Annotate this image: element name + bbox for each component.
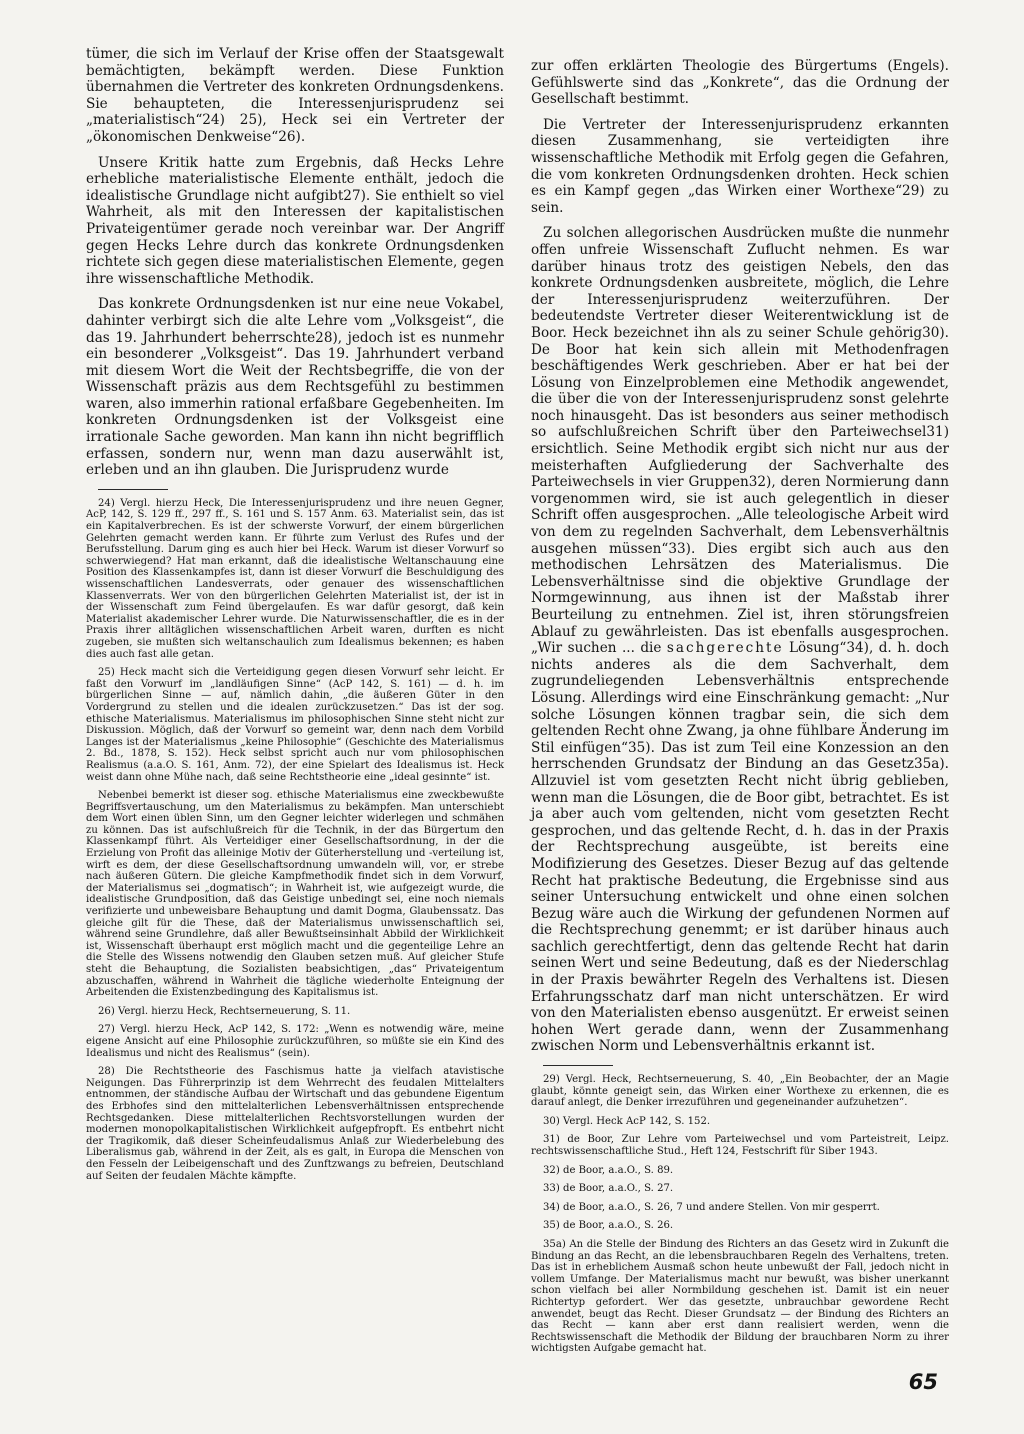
footnote: 33) de Boor, a.a.O., S. 27. [543, 1183, 674, 1195]
paragraph: Das konkrete Ordnungsdenken ist nur eine neue Vokabel, dahinter verbirgt sich die alte Lehre vom „Volksgeist“, die das 19. Jahrhundert beherrschte28), jedoch ist es nunmehr ein besonderer „Volksgeist“. Das 19. Jahrhundert verband mit diesem Wort die Weit der Rechtsbegriffe, die von der Wissenschaft präzis aus dem Rechtsgefühl zu bestimmen waren, also immerhin rational erfaßbare Gegebenheiten. Im konkreten Ordnungsdenken ist der Volksgeist eine irrationale Sache geworden. Man kann ihn nicht begrifflich erfassen, sondern nur, wenn man dazu auserwählt ist, erleben und an ihn glauben. Die Jurisprudenz wurde [86, 296, 504, 479]
paragraph-text: Lösung“34), d. h. doch nichts anderes als die dem Sachverhalt, dem zugrundeliegenden Lebensverhältnis entsprechende Lösung. Allerdings wird eine Einschränkung gemacht: „Nur solche Lösungen können tragbar sein, die sich dem geltenden Recht ohne Zwang, ja ohne fühlbare Änderung im Stil einfügen“35). Das ist zum Teil eine Konzession an den herrschenden Grundsatz der Bindung an das Gesetz35a). Allzuviel ist vom gesetzten Recht nicht übrig geblieben, wenn man die Lösungen, die de Boor gibt, betrachtet. Es ist ja aber auch vom geltenden, nicht vom gesetzten Recht gesprochen, und das geltende Recht, d. h. das in der Praxis der Rechtsprechung ausgeübte, ist bereits eine Modifizierung des Gesetzes. Dieser Bezug auf das geltende Recht hat praktische Bedeutung, die Ergebnisse sind aus seiner Untersuchung entwickelt und ohne einen solchen Bezug wäre auch die Wirkung der gefundenen Normen auf die Rechtsprechung genemmt; er ist darüber hinaus auch sachlich gerechtfertigt, denn das geltende Recht hat darin seinen Wert und seine Bedeutung, daß es der Niederschlag in der Praxis bewährter Regeln des Verhaltens ist. Diesen Erfahrungsschatz darf man nicht unterschätzen. Er wird von den Materialisten ebenso ausgenützt. Er erweist seinen hohen Wert gerade dann, wenn der Zusammenhang zwischen Norm und Lebensverhältnis erkannt ist. [531, 640, 949, 1055]
right-column [531, 58, 949, 1362]
paragraph: Die Vertreter der Interessenjurisprudenz erkannten diesen Zusammenhang, sie verteidigten ihre wissenschaftliche Methodik mit Erfolg gegen die Gefahren, die vom konkreten Ordnungsdenken drohten. Heck schien es ein Kampf gegen „das Wirken einer Worthexe“29) zu sein. [531, 116, 949, 216]
paragraph [531, 225, 949, 1055]
right-footnotes [531, 1074, 949, 1355]
footnote: 25) Heck macht sich die Verteidigung gegen diesen Vorwurf sehr leicht. Er faßt den Vorwurf im „landläufigen Sinne“ (AcP 142, S. 161) — d. h. im bürgerlichen Sinne — auf, nämlich dahin, „die äußeren Güter in den Vordergrund zu stellen und die idealen zurückzusetzen.“ Das ist der sog. ethische Materialismus. Materialismus im philosophischen Sinne steht nicht zur Diskussion. Möglich, daß der Vorwurf so gemeint war, denn nach dem Vorbild Langes ist der Materialismus „keine Philosophie“ (Geschichte des Materialismus 2. Bd., 1878, S. 152). Heck selbst spricht auch nur vom philosophischen Realismus (a.a.O. S. 161, Anm. 72), der eine Spielart des Idealismus ist. Heck weist dann ohne Mühe nach, daß seine Rechtstheorie eine „ideal gesinnte“ ist. [86, 667, 504, 783]
left-footnotes [86, 498, 504, 1182]
footnote: 24) Vergl. hierzu Heck, Die Interessenjurisprudenz und ihre neuen Gegner, AcP, 142, S. 129 ff., 297 ff., S. 161 und S. 157 Anm. 63. Materialist sein, das ist ein Kapitalverbrechen. Es ist der schwerste Vorwurf, der einem bürgerlichen Gelehrten gemacht werden kann. Er führte zum Verlust des Rufes und der Berufsstellung. Darum ging es auch hier bei Heck. Warum ist dieser Vorwurf so schwerwiegend? Hat man erkannt, daß die idealistische Weltanschauung eine Position des Klassenkampfes ist, dann ist dieser Vorwurf die Beschuldigung des wissenschaftlichen Landesverrats, oder genauer des wissenschaftlichen Klassenverrats. Wer von den bürgerlichen Gelehrten Materialist ist, der ist in der Wissenschaft zum Feind übergelaufen. Es war dafür gesorgt, daß kein Materialist akademischer Lehrer wurde. Die Naturwissenschaftler, die es in der Praxis ihrer alltäglichen wissenschaftlichen Arbeit waren, durften es nicht zugeben, sie mußten sich weltanschaulich zum Idealismus bekennen; es haben dies auch fast alle getan. [86, 497, 504, 660]
paragraph: Unsere Kritik hatte zum Ergebnis, daß Hecks Lehre erhebliche materialistische Elemente enthält, jedoch die idealistische Grundlage nicht aufgibt27). Sie enthielt so viel Wahrheit, als mit den Interessen der kapitalistischen Privateigentümer gerade noch vereinbar war. Der Angriff gegen Hecks Lehre durch das konkrete Ordnungsdenken richtete sich gegen diese materialistischen Elemente, gegen ihre wissenschaftliche Methodik. [86, 154, 504, 287]
footnote: 34) de Boor, a.a.O., S. 26, 7 und andere Stellen. Von mir gesperrt. [543, 1201, 880, 1213]
right-main-text [531, 58, 949, 1055]
footnote: 30) Vergl. Heck AcP 142, S. 152. [543, 1115, 711, 1127]
footnote: 26) Vergl. hierzu Heck, Rechtserneuerung, S. 11. [98, 1005, 351, 1017]
footnote: 28) Die Rechtstheorie des Faschismus hatte ja vielfach atavistische Neigungen. Das Führerprinzip ist dem Wehrrecht des feudalen Mittelalters entnommen, der ständische Aufbau der Wirtschaft und das gebundene Eigentum des Erbhofes sind den mittelalterlichen Lebensverhältnissen entsprechende Rechtsgedanken. Diese mittelalterlichen Rechtsvorstellungen wurden der modernen monopolkapitalistischen Wirklichkeit aufgepfropft. Es entbehrt nicht der Tragikomik, daß dieser Scheinfeudalismus Anlaß zur Wiederbelebung des Liberalismus gab, während in der Zeit, als es galt, in Europa die Menschen von den Fesseln der Leibeigenschaft und des Zunftzwangs zu befreien, Deutschland auf Seiten der feudalen Mächte kämpfte. [86, 1066, 504, 1182]
paragraph-text: Zu solchen allegorischen Ausdrücken mußte die nunmehr offen unfreie Wissenschaft Zuflucht nehmen. Es war darüber hinaus trotz des geistigen Nebels, den das konkrete Ordnungsdenken ausbreitete, möglich, die Lehre der Interessenjurisprudenz weiterzuführen. Der bedeutendste Vertreter dieser Weiterentwicklung ist de Boor. Heck bezeichnet ihn als zu seiner Schule gehörig30). De Boor hat kein sich allein mit Methodenfragen beschäftigendes Werk geschrieben. Aber er hat bei der Lösung von Einzelproblemen eine Methodik angewendet, die über die von der Interessenjurisprudenz sonst gelehrte noch hinausgeht. Das ist besonders aus seiner methodisch so aufschlußreichen Schrift über den Parteiwechsel31) ersichtlich. Seine Methodik ergibt sich nicht nur aus der meisterhaften Aufgliederung der Sachverhalte des Parteiwechsels in vier Gruppen32), deren Normierung dann vorgenommen wird, sie ist auch gelegentlich in dieser Schrift offen ausgesprochen. „Alle teleologische Arbeit wird von dem zu regelnden Sachverhalt, dem Lebensverhältnis ausgehen müssen“33). Dies ergibt sich auch aus den methodischen Lehrsätzen des Materialismus. Die Lebensverhältnisse sind die objektive Grundlage der Normgewinnung, aus ihnen ist der Maßstab ihrer Beurteilung zu entnehmen. Ziel ist, ihren störungsfreien Ablauf zu gewährleisten. Das ist ebenfalls ausgesprochen. „Wir suchen ... die [531, 225, 949, 657]
paragraph: zur offen erklärten Theologie des Bürgertums (Engels). Gefühlswerte sind das „Konkrete“, das die Ordnung der Gesellschaft bestimmt. [531, 58, 949, 108]
footnote: 35) de Boor, a.a.O., S. 26. [543, 1220, 674, 1232]
emphasized-word: sachgerechte [666, 640, 784, 657]
footnote: 31) de Boor, Zur Lehre vom Parteiwechsel und vom Parteistreit, Leipz. rechtswissenschaftliche Stud., Heft 124, Festschrift für Siber 1943. [531, 1134, 949, 1157]
footnote: 32) de Boor, a.a.O., S. 89. [543, 1164, 674, 1176]
left-column [86, 46, 504, 1189]
footnote: Nebenbei bemerkt ist dieser sog. ethische Materialismus eine zweckbewußte Begriffsvertauschung, um den Materialismus zu bekämpfen. Man unterschiebt dem Wort einen üblen Sinn, um den Gegner leichter widerlegen und schmähen zu können. Das ist aufschlußreich für die Technik, in der das Bürgertum den Klassenkampf führt. Als Verteidiger einer Gesellschaftsordnung, in der die Erzielung von Profit das alleinige Motiv der Güterherstellung und -verteilung ist, wirft es dem, der diese Gesellschaftsordnung umwandeln will, vor, er strebe nach äußeren Gütern. Die gleiche Kampfmethodik findet sich in dem Vorwurf, der Materialismus sei „dogmatisch“; in Wahrheit ist, wie aufgezeigt wurde, die idealistische Grundposition, daß das Geistige unbedingt sei, eine noch niemals verifizierte und unbeweisbare Behauptung und damit Dogma, Glaubenssatz. Das gleiche gilt für die These, daß der Materialismus unwissenschaftlich sei, während seine Grundlehre, daß aller Bewußtseinsinhalt Abbild der Wirklichkeit ist, Wissenschaft überhaupt erst möglich macht und die gegenteilige Lehre an die Stelle des Wissens notwendig den Glauben setzen muß. Auf gleicher Stufe steht die Behauptung, die Sozialisten beabsichtigen, „das“ Privateigentum abzuschaffen, während in Wahrheit die tägliche wiederholte Enteignung der Arbeitenden die Existenzbedingung des Kapitalismus ist. [86, 790, 504, 999]
footnote-divider [543, 1065, 613, 1066]
footnote: 35a) An die Stelle der Bindung des Richters an das Gesetz wird in Zukunft die Bindung an das Recht, an die lebensbrauchbaren Regeln des Verhaltens, treten. Das ist in erheblichem Ausmaß schon heute unbewußt der Fall, jedoch nicht in vollem Umfange. Der Materialismus macht nur bewußt, was bisher unerkannt schon vielfach bei aller Normbildung geschehen ist. Damit ist ein neuer Richtertyp gefordert. Wer das gesetzte, unbrauchbar gewordene Recht anwendet, beugt das Recht. Dieser Grundsatz — der Bindung des Richters an das Recht — kann aber erst dann realisiert werden, wenn die Rechtswissenschaft die Methodik der Bildung der brauchbaren Norm zu ihrer wichtigsten Aufgabe gemacht hat. [531, 1238, 949, 1355]
footnote: 29) Vergl. Heck, Rechtserneuerung, S. 40, „Ein Beobachter, der an Magie glaubt, könnte geneigt sein, das Wirken einer Worthexe zu erkennen, die es darauf anlegt, die Denker irrezuführen und gegeneinander aufzuhetzen“. [531, 1074, 949, 1109]
page-number: 65 [908, 1370, 938, 1394]
footnote-divider [98, 489, 168, 490]
left-main-text [86, 46, 504, 479]
footnote: 27) Vergl. hierzu Heck, AcP 142, S. 172: „Wenn es notwendig wäre, meine eigene Ansicht auf eine Philosophie zurückzuführen, so müßte sie ein Kind des Idealismus und nicht des Realismus“ (sein). [86, 1024, 504, 1059]
paragraph: tümer, die sich im Verlauf der Krise offen der Staatsgewalt bemächtigten, bekämpft werden. Diese Funktion übernahmen die Vertreter des konkreten Ordnungsdenkens. Sie behaupteten, die Interessenjurisprudenz sei „materialistisch“24) 25), Heck sei ein Vertreter der „ökonomischen Denkweise“26). [86, 46, 504, 145]
